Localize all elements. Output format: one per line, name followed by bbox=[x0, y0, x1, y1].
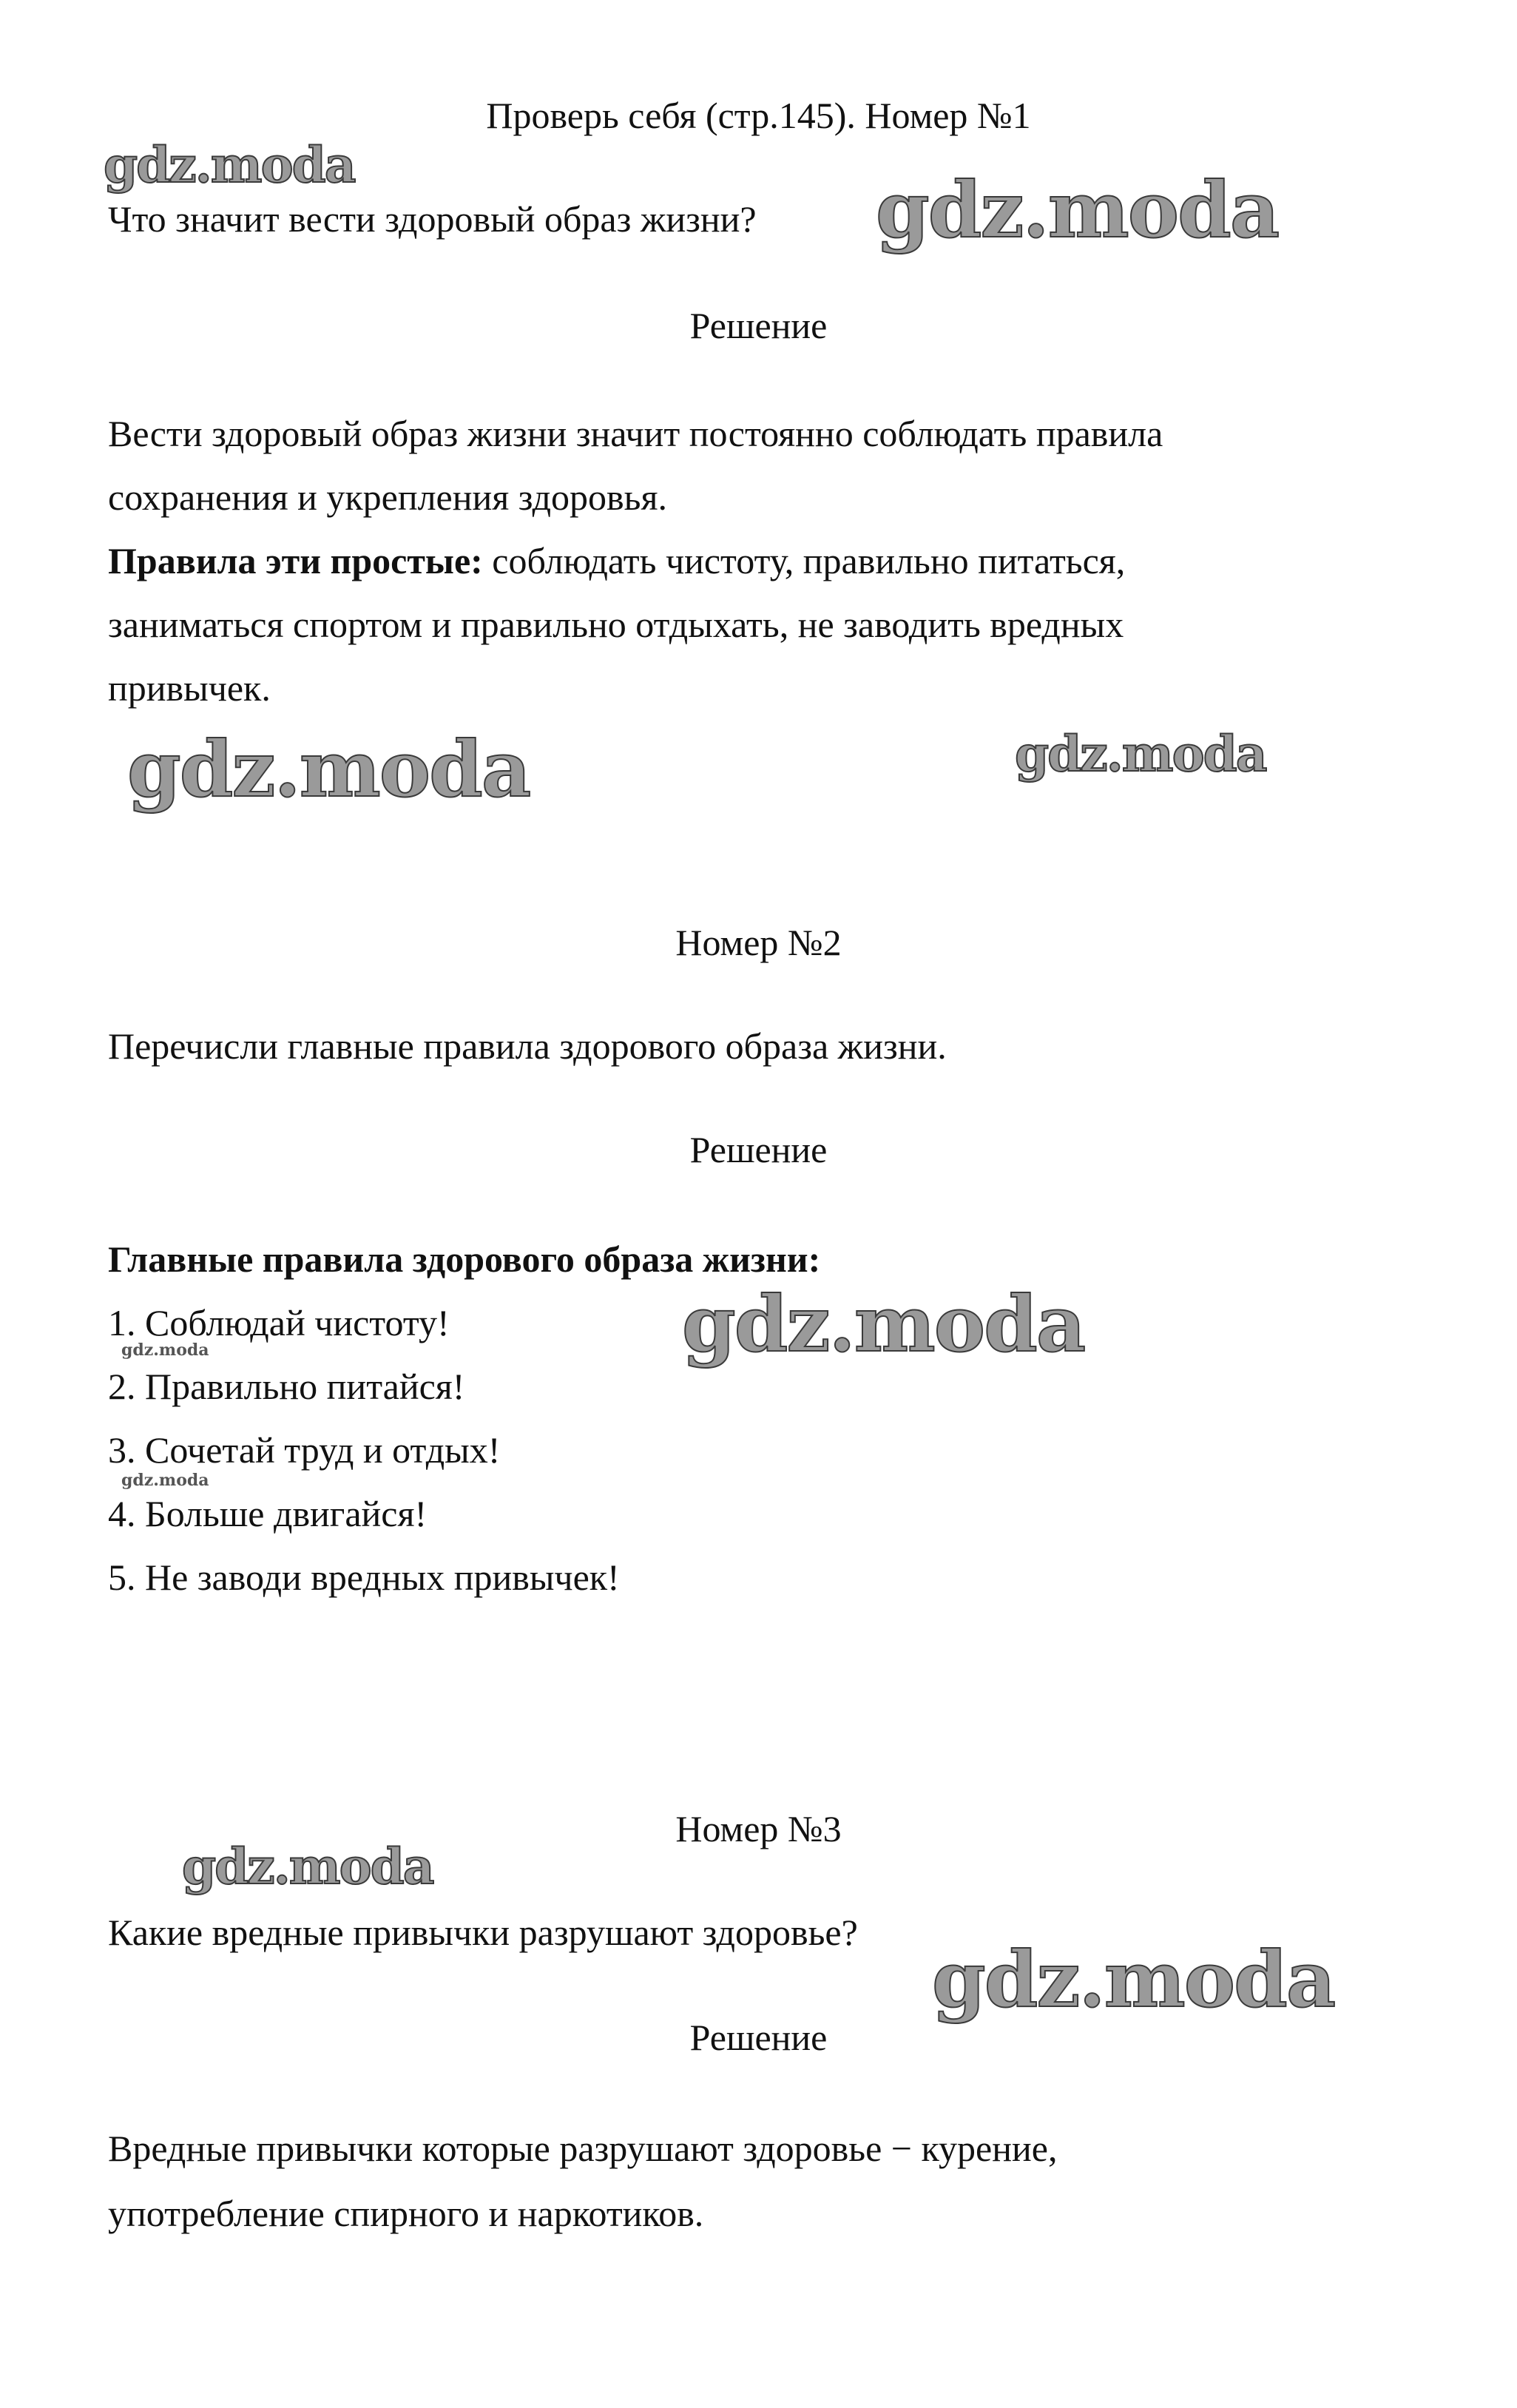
watermark-logo: gdz.moda bbox=[876, 164, 1279, 255]
solution-1-label: Решение bbox=[689, 305, 828, 346]
rules-list-title: Главные правила здорового образа жизни: bbox=[108, 1238, 821, 1280]
watermark-logo: gdz.moda bbox=[127, 724, 530, 815]
answer-1-rules-line bbox=[108, 539, 1125, 583]
question-1-text: Что значит вести здоровый образ жизни? bbox=[108, 198, 757, 240]
question-2-text: Перечисли главные правила здорового образа жизни. bbox=[108, 1025, 947, 1067]
rules-bold-lead: Правила эти простые: bbox=[108, 540, 483, 581]
watermark-logo: gdz.moda bbox=[104, 136, 355, 194]
watermark-logo: gdz.moda bbox=[121, 1471, 209, 1490]
rules-list-item: 2. Правильно питайся! bbox=[108, 1366, 465, 1407]
rules-list-item: 1. Соблюдай чистоту! bbox=[108, 1302, 450, 1343]
answer-1-line-4: заниматься спортом и правильно отдыхать, не заводить вредных bbox=[108, 604, 1124, 645]
watermark-logo: gdz.moda bbox=[121, 1340, 209, 1360]
answer-3-line-2: употребление спирного и наркотиков. bbox=[108, 2193, 704, 2234]
question-3-title: Номер №3 bbox=[675, 1808, 842, 1849]
solution-2-label: Решение bbox=[689, 1129, 828, 1170]
solution-3-label: Решение bbox=[689, 2017, 828, 2058]
rules-list-item: 5. Не заводи вредных привычек! bbox=[108, 1557, 620, 1598]
rules-text: соблюдать чистоту, правильно питаться, bbox=[482, 540, 1126, 581]
watermark-logo: gdz.moda bbox=[682, 1278, 1085, 1369]
answer-1-line-5: привычек. bbox=[108, 667, 271, 709]
question-3-text: Какие вредные привычки разрушают здоровье? bbox=[108, 1912, 858, 1953]
question-2-title: Номер №2 bbox=[675, 922, 842, 963]
rules-list-item: 3. Сочетай труд и отдых! bbox=[108, 1429, 501, 1471]
watermark-logo: gdz.moda bbox=[932, 1934, 1335, 2025]
watermark-logo: gdz.moda bbox=[182, 1838, 433, 1895]
page-header: Проверь себя (стр.145). Номер №1 bbox=[486, 95, 1031, 136]
answer-1-line-2: сохранения и укрепления здоровья. bbox=[108, 476, 667, 518]
answer-3-line-1: Вредные привычки которые разрушают здоровье − курение, bbox=[108, 2128, 1058, 2169]
rules-list-item: 4. Больше двигайся! bbox=[108, 1493, 428, 1534]
answer-1-line-1: Вести здоровый образ жизни значит постоянно соблюдать правила bbox=[108, 413, 1163, 454]
watermark-logo: gdz.moda bbox=[1015, 725, 1266, 783]
